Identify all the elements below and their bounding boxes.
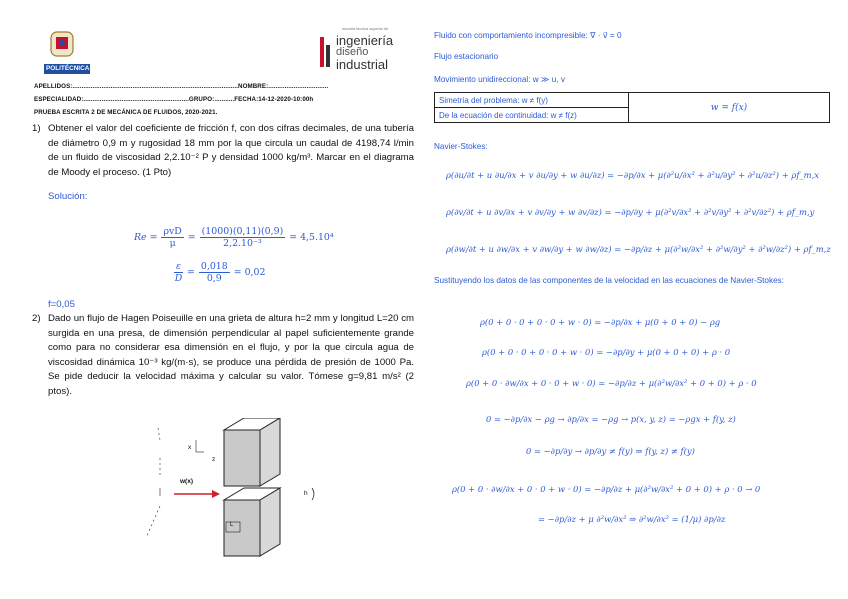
sub-eq-7: = −∂p/∂z + μ ∂²w/∂x² ⇒ ∂²w/∂x² = (1/μ) ∂p/∂z bbox=[538, 514, 726, 524]
q1-eq-rel-den2: 0,9 bbox=[206, 273, 222, 284]
field-especialidad: ESPECIALIDAD:..........................................................GRUPO:...........FECHA:14-12-2020-10:00h bbox=[34, 96, 314, 103]
sub-eq-3: ρ(0 + 0 · ∂w/∂x + 0 · 0 + w · 0) = −∂p/∂z + μ(∂²w/∂x² + 0 + 0) + ρ · 0 bbox=[466, 378, 757, 388]
fig-label-h: h bbox=[304, 490, 308, 497]
ns-eq-x: ρ(∂u/∂t + u ∂u/∂x + v ∂u/∂y + w ∂u/∂z) = −∂p/∂x + μ(∂²u/∂x² + ∂²u/∂y² + ∂²u/∂z²) + ρf_m,x bbox=[446, 170, 819, 180]
q1-eq-re-den1: μ bbox=[169, 238, 176, 249]
q1-eq-re-lhs: Re = bbox=[134, 232, 158, 243]
etsidi-logo-line2: diseño bbox=[336, 46, 369, 58]
q1-eq-rel-num: ε bbox=[176, 261, 182, 272]
steady-line: Flujo estacionario bbox=[434, 52, 499, 61]
fig-label-z: z bbox=[212, 456, 216, 463]
q2-text: Dado un flujo de Hagen Poiseuille en una grieta de altura h=2 mm y longitud L=20 cm surgida en una presa, de dimensión perpendicular al papel suficientemente grande como para no considerar esa dimensión en el flujo, y por la que circula agua de viscosidad dinámica 10⁻³ kg/(m·s), se produce una pérdida de presión de 1000 Pa. Se pide deducir la velocidad máxima y calcular su valor. Tómese g=9,81 m/s² (2 ptos). bbox=[48, 313, 414, 397]
etsidi-logo bbox=[318, 27, 413, 73]
q1-eq-re-result: = 4,5.10⁴ bbox=[289, 232, 334, 243]
symmetry-cell-2: De la ecuación de continuidad: w ≠ f(z) bbox=[435, 108, 629, 123]
ns-eq-y: ρ(∂v/∂t + u ∂v/∂x + v ∂v/∂y + w ∂v/∂z) = −∂p/∂y + μ(∂²v/∂x² + ∂²v/∂y² + ∂²v/∂z²) + ρf_m,y bbox=[446, 207, 815, 217]
etsidi-mark-icon bbox=[318, 35, 334, 69]
q1-eq-reynolds: Re = ρvD μ = $\frac{(1000)(0,11)(0,9)}{\text{2,2.10⁻³}}$ = 4,5.10⁴ bbox=[134, 226, 334, 249]
q1-eq-rel-num2: 0,018 bbox=[200, 261, 228, 272]
substitution-text: Sustituyendo los datos de las componentes de la velocidad en las ecuaciones de Navier-Stokes: bbox=[434, 276, 784, 285]
q1-eq-roughness: $\frac{\varepsilon}{D}$ = $\frac{0,018}{0,9}$ = 0,02 bbox=[174, 261, 266, 284]
q1-number: 1) bbox=[32, 123, 41, 134]
q2-figure bbox=[140, 418, 340, 568]
navier-stokes-label: Navier-Stokes: bbox=[434, 142, 488, 151]
etsidi-logo-line3: industrial bbox=[336, 57, 389, 72]
q1-solution-label: Solución: bbox=[48, 191, 88, 202]
q1-text: Obtener el valor del coeficiente de fricción f, con dos cifras decimales, de una tubería de diámetro 0,9 m y rugosidad 18 mm por la que circula un caudal de 4198,74 l/min de un fluido de viscosidad 2,2.10⁻² P y densidad 1000 kg/m³. Marcar en el diagrama de Moody el proceso. (1 Pto) bbox=[48, 123, 414, 178]
q2-number: 2) bbox=[32, 313, 41, 324]
fig-label-w: w(x) bbox=[180, 478, 193, 485]
unidirectional-line: Movimiento unidireccional: w ≫ u, v bbox=[434, 75, 565, 84]
q1-eq-re-den2: 2,2.10⁻³ bbox=[223, 238, 262, 249]
sub-eq-4: 0 = −∂p/∂x − ρg → ∂p/∂x = −ρg → p(x, y, z) = −ρgx + f(y, z) bbox=[486, 414, 736, 424]
etsidi-logo-line1: ingeniería bbox=[336, 33, 394, 48]
q1-eq-rel-result: = 0,02 bbox=[233, 267, 266, 278]
sub-eq-5: 0 = −∂p/∂y → ∂p/∂y ≠ f(y) ⇒ f(y, z) ≠ f(y) bbox=[526, 446, 695, 456]
symmetry-table bbox=[434, 92, 830, 123]
incompressible-line: Fluido con comportamiento incompresible: ∇ · v⃗ = 0 bbox=[434, 31, 622, 40]
sub-eq-1: ρ(0 + 0 · 0 + 0 · 0 + w · 0) = −∂p/∂x + μ(0 + 0 + 0) − ρg bbox=[480, 317, 721, 327]
upm-logo bbox=[36, 30, 92, 76]
etsidi-logo-small: escuela técnica superior de bbox=[342, 27, 389, 31]
fig-label-l: L bbox=[230, 522, 234, 528]
exam-title: PRUEBA ESCRITA 2 DE MECÁNICA DE FLUIDOS, 2020-2021. bbox=[34, 109, 218, 116]
q1-eq-re-num2: (1000)(0,11)(0,9) bbox=[201, 226, 284, 237]
ns-eq-z: ρ(∂w/∂t + u ∂w/∂x + v ∂w/∂y + w ∂w/∂z) = −∂p/∂z + μ(∂²w/∂x² + ∂²w/∂y² + ∂²w/∂z²) + ρf_m,z bbox=[446, 244, 831, 254]
sub-eq-6: ρ(0 + 0 · ∂w/∂x + 0 · 0 + w · 0) = −∂p/∂z + μ(∂²w/∂x² + 0 + 0) + ρ · 0 → 0 bbox=[452, 484, 761, 494]
crack-diagram bbox=[140, 418, 340, 568]
q1-eq-re-num1: ρvD bbox=[163, 226, 182, 237]
field-apellidos: APELLIDOS:...........................................................................................NOMBRE:................................. bbox=[34, 83, 329, 90]
upm-logo-label: POLITÉCNICA bbox=[46, 65, 90, 72]
symmetry-cell-1: Simetría del problema: w ≠ f(y) bbox=[435, 93, 629, 108]
q1-answer: f=0,05 bbox=[48, 299, 75, 310]
symmetry-result: w = f(x) bbox=[629, 93, 830, 123]
fig-label-x: x bbox=[188, 444, 192, 451]
q1-eq-rel-den: D bbox=[174, 273, 183, 284]
sub-eq-2: ρ(0 + 0 · 0 + 0 · 0 + w · 0) = −∂p/∂y + μ(0 + 0 + 0) + ρ · 0 bbox=[482, 347, 731, 357]
